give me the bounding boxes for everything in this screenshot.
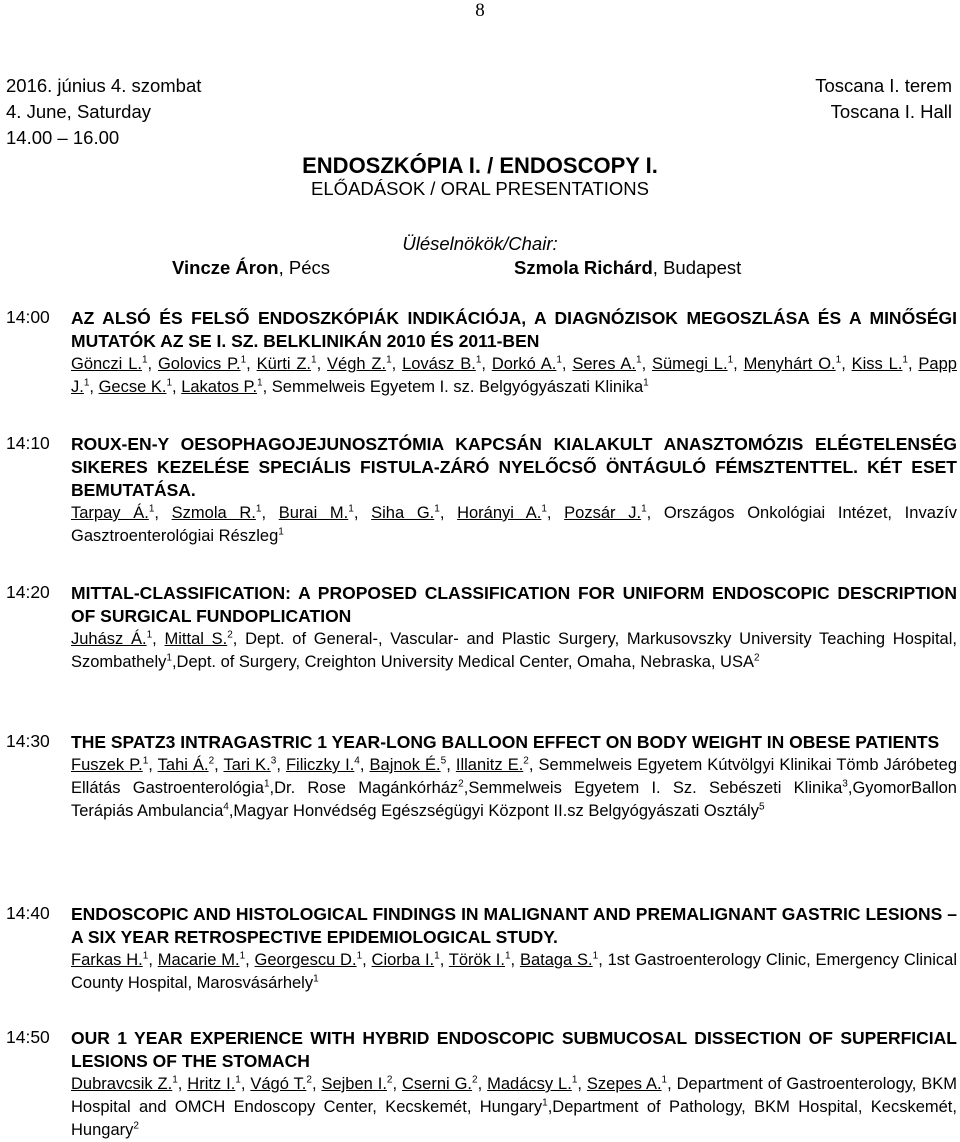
talk-title: ROUX-EN-Y OESOPHAGOJEJUNOSZTÓMIA KAPCSÁN KIALAKULT ANASZTOMÓZIS ELÉGTELENSÉG SIKERES KEZELÉSE SPECIÁLIS FISTULA-ZÁRÓ NYELŐCSŐ ÖNTÁGULÓ FÉMSZTENTTEL. KÉT ESET BEMUTATÁSA.: [71, 434, 957, 500]
author-affiliation-index: 2: [306, 1074, 312, 1086]
affiliation-index: 1: [313, 973, 319, 985]
affiliation: Semmelweis Egyetem I. sz. Belgyógyászati Klinika: [271, 378, 644, 396]
talk-body: [71, 582, 957, 674]
talk-authors: Farkas H.$^1$, Macarie M.$^1$, Georgescu D.$^1$, Ciorba I.$^1$, Török I.$^1$, Bataga S.$^1$, 1st Gastroenterology Clinic, Emergency Clinical County Hospital, Marosvásárhely$^1$: [71, 950, 958, 992]
affiliation: Dept. of General-, Vascular- and Plastic Surgery, Markusovszky University Teaching Hospital, Szombathely: [71, 630, 957, 671]
author-affiliation-index: 1: [240, 354, 247, 366]
author-name: Gönczi L.: [71, 355, 142, 373]
author-affiliation-index: 1: [475, 354, 482, 366]
talk-authors: Dubravcsik Z.$^1$, Hritz I.$^1$, Vágó T.$^2$, Sejben I.$^2$, Cserni G.$^2$, Madácsy L.$^1$, Szepes A.$^1$, Department of Gastroenterology, BKM Hospital and OMCH Endoscopy Center, Kecskemét, Hungary$^1$,Department of Pathology, BKM Hospital, Kecskemét, Hungary$^2$: [71, 1074, 958, 1139]
chair-1: [172, 257, 330, 279]
talk-authors: Juhász Á.$^1$, Mittal S.$^2$, Dept. of General-, Vascular- and Plastic Surgery, Markusovszky University Teaching Hospital, Szombathely$^1$,Dept. of Surgery, Creighton University Medical Center, Omaha, Nebraska, USA$^2$: [71, 629, 957, 671]
author-name: Dorkó A.: [491, 355, 557, 373]
author-affiliation-index: 1: [146, 629, 153, 641]
author-name: Szmola R.: [171, 504, 256, 522]
author-affiliation-index: 1: [636, 354, 642, 366]
author-name: Georgescu D.: [254, 951, 357, 969]
author-name: Kiss L.: [851, 355, 903, 373]
author-name: Cserni G.: [402, 1075, 473, 1093]
author-name: Ciorba I.: [371, 951, 435, 969]
author-name: Sejben I.: [321, 1075, 387, 1093]
talk-body: [71, 307, 957, 399]
talk-title: AZ ALSÓ ÉS FELSŐ ENDOSZKÓPIÁK INDIKÁCIÓJA, A DIAGNÓZISOK MEGOSZLÁSA ÉS A MINŐSÉGI MUTATÓK AZ SE I. SZ. BELKLINIKÁN 2010 ÉS 2011-BEN: [71, 308, 957, 351]
room-hu: Toscana I. terem: [815, 75, 952, 96]
author-affiliation-index: 5: [440, 755, 447, 767]
author-affiliation-index: 1: [166, 377, 173, 389]
talk-title: MITTAL-CLASSIFICATION: A PROPOSED CLASSIFICATION FOR UNIFORM ENDOSCOPIC DESCRIPTION OF SURGICAL FUNDOPLICATION: [71, 583, 957, 626]
author-name: Pozsár J.: [564, 504, 642, 522]
header-row-3: [6, 126, 952, 149]
session-title: ENDOSZKÓPIA I. / ENDOSCOPY I.: [302, 153, 658, 178]
author-affiliation-index: 1: [541, 503, 547, 515]
author-affiliation-index: 1: [592, 950, 599, 962]
talk-title: THE SPATZ3 INTRAGASTRIC 1 YEAR-LONG BALLOON EFFECT ON BODY WEIGHT IN OBESE PATIENTS: [71, 732, 940, 752]
author-affiliation-index: 1: [556, 354, 562, 366]
author-name: Burai M.: [278, 504, 349, 522]
author-name: Lovász B.: [402, 355, 476, 373]
author-name: Menyhárt O.: [743, 355, 836, 373]
session-subtitle: ELŐADÁSOK / ORAL PRESENTATIONS: [311, 178, 649, 199]
talk-body: [71, 433, 957, 548]
author-affiliation-index: 1: [235, 1074, 241, 1086]
affiliation-index: 2: [458, 778, 464, 790]
author-name: Macarie M.: [157, 951, 240, 969]
affiliation: Semmelweis Egyetem I. Sz. Sebészeti Klinika: [468, 779, 843, 797]
affiliation-index: 1: [278, 526, 284, 538]
affiliation: Országos Onkológiai Intézet, Invazív Gasztroenterológiai Részleg: [71, 504, 957, 545]
author-name: Sümegi L.: [652, 355, 728, 373]
affiliation: Dept. of Surgery, Creighton University Medical Center, Omaha, Nebraska, USA: [176, 653, 754, 671]
chair-1-name: Vincze Áron: [172, 257, 279, 278]
affiliation-index: 2: [133, 1120, 139, 1132]
author-name: Siha G.: [371, 504, 435, 522]
author-affiliation-index: 1: [434, 950, 440, 962]
affiliation-index: 1: [263, 778, 270, 790]
talk-authors: Gönczi L.$^1$, Golovics P.$^1$, Kürti Z.$^1$, Végh Z.$^1$, Lovász B.$^1$, Dorkó A.$^1$, Seres A.$^1$, Sümegi L.$^1$, Menyhárt O.$^1$, Kiss L.$^1$, Papp J.$^1$, Gecse K.$^1$, Lakatos P.$^1$, Semmelweis Egyetem I. sz. Belgyógyászati Klinika$^1$: [71, 354, 957, 396]
author-name: Illanitz E.: [455, 756, 524, 774]
author-affiliation-index: 1: [641, 503, 647, 515]
affiliation-index: 1: [643, 377, 649, 389]
author-name: Gecse K.: [98, 378, 167, 396]
author-affiliation-index: 1: [148, 503, 155, 515]
affiliation: Dr. Rose Magánkórház: [274, 779, 459, 797]
talk-authors: Fuszek P.$^1$, Tahi Á.$^2$, Tari K.$^3$, Filiczky I.$^4$, Bajnok É.$^5$, Illanitz E.$^2$, Semmelweis Egyetem Kútvölgyi Klinikai Tömb Járóbeteg Ellátás Gastroenterológia$^1$,Dr. Rose Magánkórház$^2$,Semmelweis Egyetem I. Sz. Sebészeti Klinika$^3$,GyomorBallon Terápiás Ambulancia$^4$,Magyar Honvédség Egészségügyi Központ II.sz Belgyógyászati Osztály$^5$: [71, 755, 957, 820]
author-affiliation-index: 2: [386, 1074, 393, 1086]
author-affiliation-index: 1: [434, 503, 440, 515]
talk-body: [71, 903, 957, 995]
talk-time: 14:30: [6, 731, 50, 751]
talk-body: [71, 731, 957, 823]
chair-label: Üléselnökök/Chair:: [402, 233, 558, 254]
author-affiliation-index: 1: [504, 950, 511, 962]
author-affiliation-index: 2: [472, 1074, 478, 1086]
session-date-en: 4. June, Saturday: [6, 101, 152, 122]
author-affiliation-index: 1: [661, 1074, 668, 1086]
talk-time: 14:50: [6, 1027, 50, 1047]
affiliation-index: 1: [542, 1097, 548, 1109]
author-affiliation-index: 1: [348, 503, 354, 515]
author-name: Madácsy L.: [487, 1075, 572, 1093]
author-affiliation-index: 1: [239, 950, 246, 962]
author-name: Szepes A.: [586, 1075, 662, 1093]
author-name: Juhász Á.: [71, 630, 147, 648]
author-affiliation-index: 1: [311, 354, 317, 366]
room-en: Toscana I. Hall: [830, 101, 952, 122]
author-name: Tari K.: [223, 756, 271, 774]
author-affiliation-index: 4: [354, 755, 360, 767]
talk-title: OUR 1 YEAR EXPERIENCE WITH HYBRID ENDOSCOPIC SUBMUCOSAL DISSECTION OF SUPERFICIAL LESIONS OF THE STOMACH: [71, 1028, 957, 1071]
author-name: Seres A.: [572, 355, 636, 373]
session-time: 14.00 – 16.00: [6, 127, 120, 148]
author-affiliation-index: 1: [255, 503, 262, 515]
author-affiliation-index: 1: [257, 377, 263, 389]
author-name: Lakatos P.: [181, 378, 258, 396]
author-affiliation-index: 1: [727, 354, 734, 366]
author-name: Fuszek P.: [71, 756, 143, 774]
affiliation-index: 5: [758, 801, 765, 813]
chair-2: [514, 257, 741, 279]
author-affiliation-index: 1: [356, 950, 363, 962]
author-name: Mittal S.: [164, 630, 228, 648]
author-name: Papp J.: [71, 355, 957, 396]
affiliation: Department of Gastroenterology, BKM Hospital and OMCH Endoscopy Center, Kecskemét, Hungary: [71, 1075, 958, 1116]
author-name: Tahi Á.: [157, 756, 209, 774]
author-name: Végh Z.: [327, 355, 387, 373]
author-name: Horányi A.: [457, 504, 542, 522]
header-row-2: [6, 100, 952, 123]
author-affiliation-index: 2: [523, 755, 529, 767]
author-name: Dubravcsik Z.: [71, 1075, 173, 1093]
author-affiliation-index: 2: [208, 755, 215, 767]
talk-authors: Tarpay Á.$^1$, Szmola R.$^1$, Burai M.$^1$, Siha G.$^1$, Horányi A.$^1$, Pozsár J.$^1$, Országos Onkológiai Intézet, Invazív Gasztroenterológiai Részleg$^1$: [71, 503, 957, 545]
talk-title: ENDOSCOPIC AND HISTOLOGICAL FINDINGS IN MALIGNANT AND PREMALIGNANT GASTRIC LESIONS – A SIX YEAR RETROSPECTIVE EPIDEMIOLOGICAL STUDY.: [71, 904, 957, 947]
talk-time: 14:10: [6, 433, 50, 453]
author-affiliation-index: 1: [142, 950, 149, 962]
talk-time: 14:00: [6, 307, 50, 327]
session-date-hu: 2016. június 4. szombat: [6, 75, 202, 96]
author-affiliation-index: 1: [141, 354, 148, 366]
author-affiliation-index: 2: [227, 629, 233, 641]
chair-2-name: Szmola Richárd: [514, 257, 653, 278]
chair-1-place: , Pécs: [278, 257, 330, 278]
author-name: Kürti Z.: [256, 355, 312, 373]
author-name: Golovics P.: [157, 355, 241, 373]
author-affiliation-index: 1: [571, 1074, 578, 1086]
author-affiliation-index: 1: [142, 755, 149, 767]
author-affiliation-index: 1: [172, 1074, 178, 1086]
author-affiliation-index: 1: [902, 354, 908, 366]
author-name: Vágó T.: [250, 1075, 307, 1093]
affiliation: 1st Gastroenterology Clinic, Emergency Clinical County Hospital, Marosvásárhely: [71, 951, 958, 992]
affiliation: GyomorBallon Terápiás Ambulancia: [71, 779, 957, 820]
header-row-1: [6, 74, 952, 97]
author-affiliation-index: 1: [835, 354, 842, 366]
author-name: Török I.: [448, 951, 505, 969]
author-name: Bataga S.: [519, 951, 593, 969]
affiliation: Magyar Honvédség Egészségügyi Központ II.sz Belgyógyászati Osztály: [233, 802, 759, 820]
author-name: Farkas H.: [71, 951, 143, 969]
author-name: Bajnok É.: [369, 756, 441, 774]
affiliation: Semmelweis Egyetem Kútvölgyi Klinikai Tömb Járóbeteg Ellátás Gastroenterológia: [71, 756, 957, 797]
affiliation-index: 1: [166, 652, 172, 664]
affiliation: Department of Pathology, BKM Hospital, Kecskemét, Hungary: [71, 1098, 957, 1139]
author-affiliation-index: 3: [270, 755, 277, 767]
author-affiliation-index: 1: [83, 377, 90, 389]
author-name: Hritz I.: [187, 1075, 236, 1093]
affiliation-index: 3: [842, 778, 848, 790]
page-number: 8: [475, 0, 485, 21]
chair-2-place: , Budapest: [652, 257, 742, 278]
talk-time: 14:20: [6, 582, 50, 602]
affiliation-index: 2: [753, 652, 760, 664]
author-affiliation-index: 1: [386, 354, 392, 366]
author-name: Filiczky I.: [285, 756, 355, 774]
author-name: Tarpay Á.: [71, 504, 149, 522]
talk-body: [71, 1027, 957, 1142]
talk-time: 14:40: [6, 903, 50, 923]
affiliation-index: 4: [223, 801, 229, 813]
